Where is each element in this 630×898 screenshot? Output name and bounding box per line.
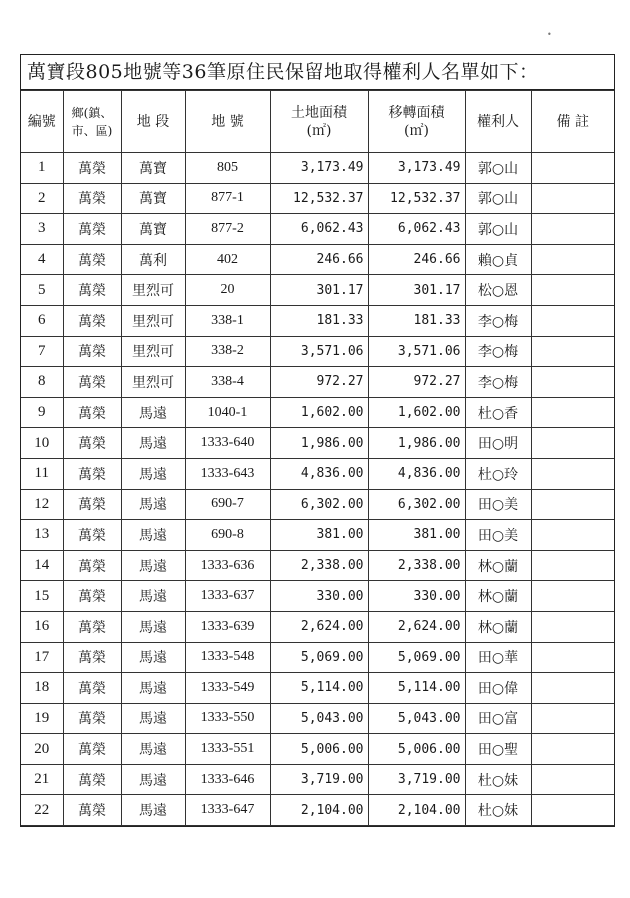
- cell-transfer-area: 2,338.00: [368, 550, 465, 581]
- table-row: [21, 734, 614, 765]
- cell-section: 馬遠: [121, 642, 185, 673]
- table-row: [21, 153, 614, 184]
- table-row: [21, 489, 614, 520]
- cell-parcel: 1333-550: [185, 703, 270, 734]
- cell-seq: 2: [21, 183, 63, 214]
- cell-remarks: [531, 428, 614, 459]
- table-row: [21, 336, 614, 367]
- cell-section: 馬遠: [121, 734, 185, 765]
- cell-township: 萬榮: [63, 214, 121, 245]
- cell-seq: 21: [21, 764, 63, 795]
- table-row: [21, 244, 614, 275]
- cell-remarks: [531, 275, 614, 306]
- cell-township: 萬榮: [63, 795, 121, 826]
- table-row: [21, 397, 614, 428]
- cell-section: 里烈可: [121, 275, 185, 306]
- owner-list-sheet: [20, 54, 615, 827]
- cell-parcel: 338-1: [185, 305, 270, 336]
- cell-transfer-area: 5,069.00: [368, 642, 465, 673]
- owner-table: [21, 90, 614, 826]
- cell-township: 萬榮: [63, 764, 121, 795]
- cell-owner: 林○蘭: [465, 550, 531, 581]
- cell-parcel: 1333-640: [185, 428, 270, 459]
- cell-land-area: 1,986.00: [270, 428, 368, 459]
- cell-township: 萬榮: [63, 153, 121, 184]
- cell-transfer-area: 2,104.00: [368, 795, 465, 826]
- cell-parcel: 20: [185, 275, 270, 306]
- cell-seq: 11: [21, 458, 63, 489]
- cell-seq: 19: [21, 703, 63, 734]
- cell-township: 萬榮: [63, 734, 121, 765]
- table-row: [21, 275, 614, 306]
- cell-township: 萬榮: [63, 397, 121, 428]
- cell-township: 萬榮: [63, 428, 121, 459]
- table-row: [21, 520, 614, 551]
- table-row: [21, 611, 614, 642]
- header-remarks: 備 註: [531, 91, 614, 153]
- cell-parcel: 1333-551: [185, 734, 270, 765]
- header-seq: 編號: [21, 91, 63, 153]
- cell-transfer-area: 6,062.43: [368, 214, 465, 245]
- cell-parcel: 877-1: [185, 183, 270, 214]
- cell-section: 里烈可: [121, 336, 185, 367]
- header-transfer-area-unit: (㎡): [404, 122, 429, 139]
- cell-township: 萬榮: [63, 550, 121, 581]
- header-land-area: [270, 91, 368, 153]
- cell-seq: 4: [21, 244, 63, 275]
- cell-transfer-area: 330.00: [368, 581, 465, 612]
- cell-section: 里烈可: [121, 305, 185, 336]
- cell-seq: 22: [21, 795, 63, 826]
- scan-dot-mark: •: [547, 30, 552, 39]
- cell-transfer-area: 181.33: [368, 305, 465, 336]
- cell-owner: 田○聖: [465, 734, 531, 765]
- cell-remarks: [531, 489, 614, 520]
- cell-parcel: 338-4: [185, 367, 270, 398]
- cell-parcel: 877-2: [185, 214, 270, 245]
- cell-transfer-area: 972.27: [368, 367, 465, 398]
- document-title: 萬寶段805地號等36筆原住民保留地取得權利人名單如下：: [21, 55, 614, 90]
- cell-seq: 6: [21, 305, 63, 336]
- cell-section: 馬遠: [121, 703, 185, 734]
- cell-section: 馬遠: [121, 764, 185, 795]
- cell-seq: 3: [21, 214, 63, 245]
- cell-owner: 李○梅: [465, 305, 531, 336]
- cell-seq: 18: [21, 673, 63, 704]
- table-row: [21, 550, 614, 581]
- header-parcel: 地 號: [185, 91, 270, 153]
- cell-transfer-area: 2,624.00: [368, 611, 465, 642]
- cell-township: 萬榮: [63, 336, 121, 367]
- cell-parcel: 690-7: [185, 489, 270, 520]
- cell-owner: 杜○香: [465, 397, 531, 428]
- cell-land-area: 330.00: [270, 581, 368, 612]
- cell-section: 萬寶: [121, 183, 185, 214]
- cell-seq: 17: [21, 642, 63, 673]
- table-row: [21, 703, 614, 734]
- cell-land-area: 2,624.00: [270, 611, 368, 642]
- cell-land-area: 12,532.37: [270, 183, 368, 214]
- cell-township: 萬榮: [63, 367, 121, 398]
- cell-land-area: 301.17: [270, 275, 368, 306]
- cell-township: 萬榮: [63, 611, 121, 642]
- cell-parcel: 805: [185, 153, 270, 184]
- cell-section: 馬遠: [121, 489, 185, 520]
- cell-seq: 16: [21, 611, 63, 642]
- cell-section: 萬利: [121, 244, 185, 275]
- header-land-area-unit: (㎡): [306, 122, 332, 139]
- cell-township: 萬榮: [63, 520, 121, 551]
- cell-remarks: [531, 397, 614, 428]
- header-township: 鄉(鎮、市、區): [63, 91, 121, 153]
- cell-transfer-area: 3,173.49: [368, 153, 465, 184]
- cell-remarks: [531, 581, 614, 612]
- cell-seq: 14: [21, 550, 63, 581]
- cell-section: 馬遠: [121, 673, 185, 704]
- header-land-area-label: 土地面積: [291, 104, 347, 121]
- cell-land-area: 181.33: [270, 305, 368, 336]
- cell-land-area: 381.00: [270, 520, 368, 551]
- cell-remarks: [531, 183, 614, 214]
- cell-remarks: [531, 214, 614, 245]
- cell-section: 馬遠: [121, 611, 185, 642]
- cell-owner: 田○美: [465, 520, 531, 551]
- cell-township: 萬榮: [63, 703, 121, 734]
- cell-transfer-area: 5,114.00: [368, 673, 465, 704]
- cell-section: 馬遠: [121, 397, 185, 428]
- cell-land-area: 5,043.00: [270, 703, 368, 734]
- cell-land-area: 3,571.06: [270, 336, 368, 367]
- cell-parcel: 402: [185, 244, 270, 275]
- cell-owner: 田○明: [465, 428, 531, 459]
- table-body: [21, 153, 614, 826]
- cell-parcel: 1333-643: [185, 458, 270, 489]
- cell-seq: 13: [21, 520, 63, 551]
- cell-owner: 田○富: [465, 703, 531, 734]
- cell-land-area: 5,114.00: [270, 673, 368, 704]
- cell-land-area: 3,719.00: [270, 764, 368, 795]
- cell-owner: 杜○妹: [465, 795, 531, 826]
- cell-land-area: 6,302.00: [270, 489, 368, 520]
- cell-owner: 李○梅: [465, 336, 531, 367]
- cell-seq: 8: [21, 367, 63, 398]
- cell-township: 萬榮: [63, 673, 121, 704]
- cell-township: 萬榮: [63, 581, 121, 612]
- table-row: [21, 764, 614, 795]
- table-row: [21, 367, 614, 398]
- cell-land-area: 4,836.00: [270, 458, 368, 489]
- cell-owner: 田○華: [465, 642, 531, 673]
- cell-township: 萬榮: [63, 458, 121, 489]
- cell-owner: 杜○妹: [465, 764, 531, 795]
- header-owner: 權利人: [465, 91, 531, 153]
- cell-land-area: 1,602.00: [270, 397, 368, 428]
- cell-owner: 郭○山: [465, 153, 531, 184]
- table-row: [21, 673, 614, 704]
- cell-seq: 10: [21, 428, 63, 459]
- cell-section: 馬遠: [121, 795, 185, 826]
- cell-remarks: [531, 642, 614, 673]
- header-transfer-area: [368, 91, 465, 153]
- cell-seq: 15: [21, 581, 63, 612]
- cell-parcel: 1333-646: [185, 764, 270, 795]
- cell-section: 萬寶: [121, 214, 185, 245]
- cell-township: 萬榮: [63, 305, 121, 336]
- cell-transfer-area: 3,719.00: [368, 764, 465, 795]
- cell-owner: 李○梅: [465, 367, 531, 398]
- cell-owner: 松○恩: [465, 275, 531, 306]
- cell-township: 萬榮: [63, 244, 121, 275]
- cell-section: 萬寶: [121, 153, 185, 184]
- cell-transfer-area: 12,532.37: [368, 183, 465, 214]
- cell-parcel: 1333-636: [185, 550, 270, 581]
- cell-owner: 林○蘭: [465, 581, 531, 612]
- cell-transfer-area: 1,602.00: [368, 397, 465, 428]
- cell-section: 馬遠: [121, 428, 185, 459]
- table-row: [21, 795, 614, 826]
- table-row: [21, 305, 614, 336]
- cell-township: 萬榮: [63, 275, 121, 306]
- cell-seq: 12: [21, 489, 63, 520]
- table-row: [21, 642, 614, 673]
- cell-transfer-area: 3,571.06: [368, 336, 465, 367]
- cell-remarks: [531, 153, 614, 184]
- cell-transfer-area: 246.66: [368, 244, 465, 275]
- cell-remarks: [531, 703, 614, 734]
- cell-remarks: [531, 795, 614, 826]
- cell-remarks: [531, 367, 614, 398]
- cell-section: 馬遠: [121, 581, 185, 612]
- cell-remarks: [531, 458, 614, 489]
- cell-remarks: [531, 244, 614, 275]
- cell-transfer-area: 5,043.00: [368, 703, 465, 734]
- table-row: [21, 458, 614, 489]
- header-row: [21, 91, 614, 153]
- table-row: [21, 428, 614, 459]
- cell-seq: 7: [21, 336, 63, 367]
- cell-remarks: [531, 611, 614, 642]
- cell-seq: 9: [21, 397, 63, 428]
- cell-owner: 郭○山: [465, 183, 531, 214]
- cell-land-area: 5,006.00: [270, 734, 368, 765]
- cell-land-area: 246.66: [270, 244, 368, 275]
- cell-parcel: 1333-639: [185, 611, 270, 642]
- cell-transfer-area: 4,836.00: [368, 458, 465, 489]
- cell-transfer-area: 5,006.00: [368, 734, 465, 765]
- cell-remarks: [531, 673, 614, 704]
- header-transfer-area-label: 移轉面積: [388, 104, 445, 121]
- cell-land-area: 2,104.00: [270, 795, 368, 826]
- cell-remarks: [531, 520, 614, 551]
- cell-seq: 1: [21, 153, 63, 184]
- cell-section: 里烈可: [121, 367, 185, 398]
- cell-parcel: 690-8: [185, 520, 270, 551]
- cell-land-area: 6,062.43: [270, 214, 368, 245]
- cell-owner: 田○美: [465, 489, 531, 520]
- cell-land-area: 2,338.00: [270, 550, 368, 581]
- cell-transfer-area: 1,986.00: [368, 428, 465, 459]
- cell-remarks: [531, 305, 614, 336]
- cell-land-area: 972.27: [270, 367, 368, 398]
- table-row: [21, 214, 614, 245]
- cell-section: 馬遠: [121, 520, 185, 551]
- cell-transfer-area: 301.17: [368, 275, 465, 306]
- cell-owner: 田○偉: [465, 673, 531, 704]
- cell-owner: 林○蘭: [465, 611, 531, 642]
- cell-parcel: 338-2: [185, 336, 270, 367]
- cell-land-area: 5,069.00: [270, 642, 368, 673]
- cell-seq: 5: [21, 275, 63, 306]
- cell-section: 馬遠: [121, 550, 185, 581]
- cell-owner: 杜○玲: [465, 458, 531, 489]
- cell-transfer-area: 381.00: [368, 520, 465, 551]
- cell-owner: 賴○貞: [465, 244, 531, 275]
- cell-township: 萬榮: [63, 183, 121, 214]
- cell-parcel: 1333-548: [185, 642, 270, 673]
- cell-parcel: 1333-549: [185, 673, 270, 704]
- cell-parcel: 1040-1: [185, 397, 270, 428]
- table-row: [21, 581, 614, 612]
- cell-owner: 郭○山: [465, 214, 531, 245]
- cell-township: 萬榮: [63, 489, 121, 520]
- cell-land-area: 3,173.49: [270, 153, 368, 184]
- cell-remarks: [531, 734, 614, 765]
- cell-parcel: 1333-637: [185, 581, 270, 612]
- cell-remarks: [531, 764, 614, 795]
- table-row: [21, 183, 614, 214]
- cell-transfer-area: 6,302.00: [368, 489, 465, 520]
- header-section: 地 段: [121, 91, 185, 153]
- cell-township: 萬榮: [63, 642, 121, 673]
- cell-remarks: [531, 550, 614, 581]
- cell-section: 馬遠: [121, 458, 185, 489]
- cell-parcel: 1333-647: [185, 795, 270, 826]
- cell-seq: 20: [21, 734, 63, 765]
- cell-remarks: [531, 336, 614, 367]
